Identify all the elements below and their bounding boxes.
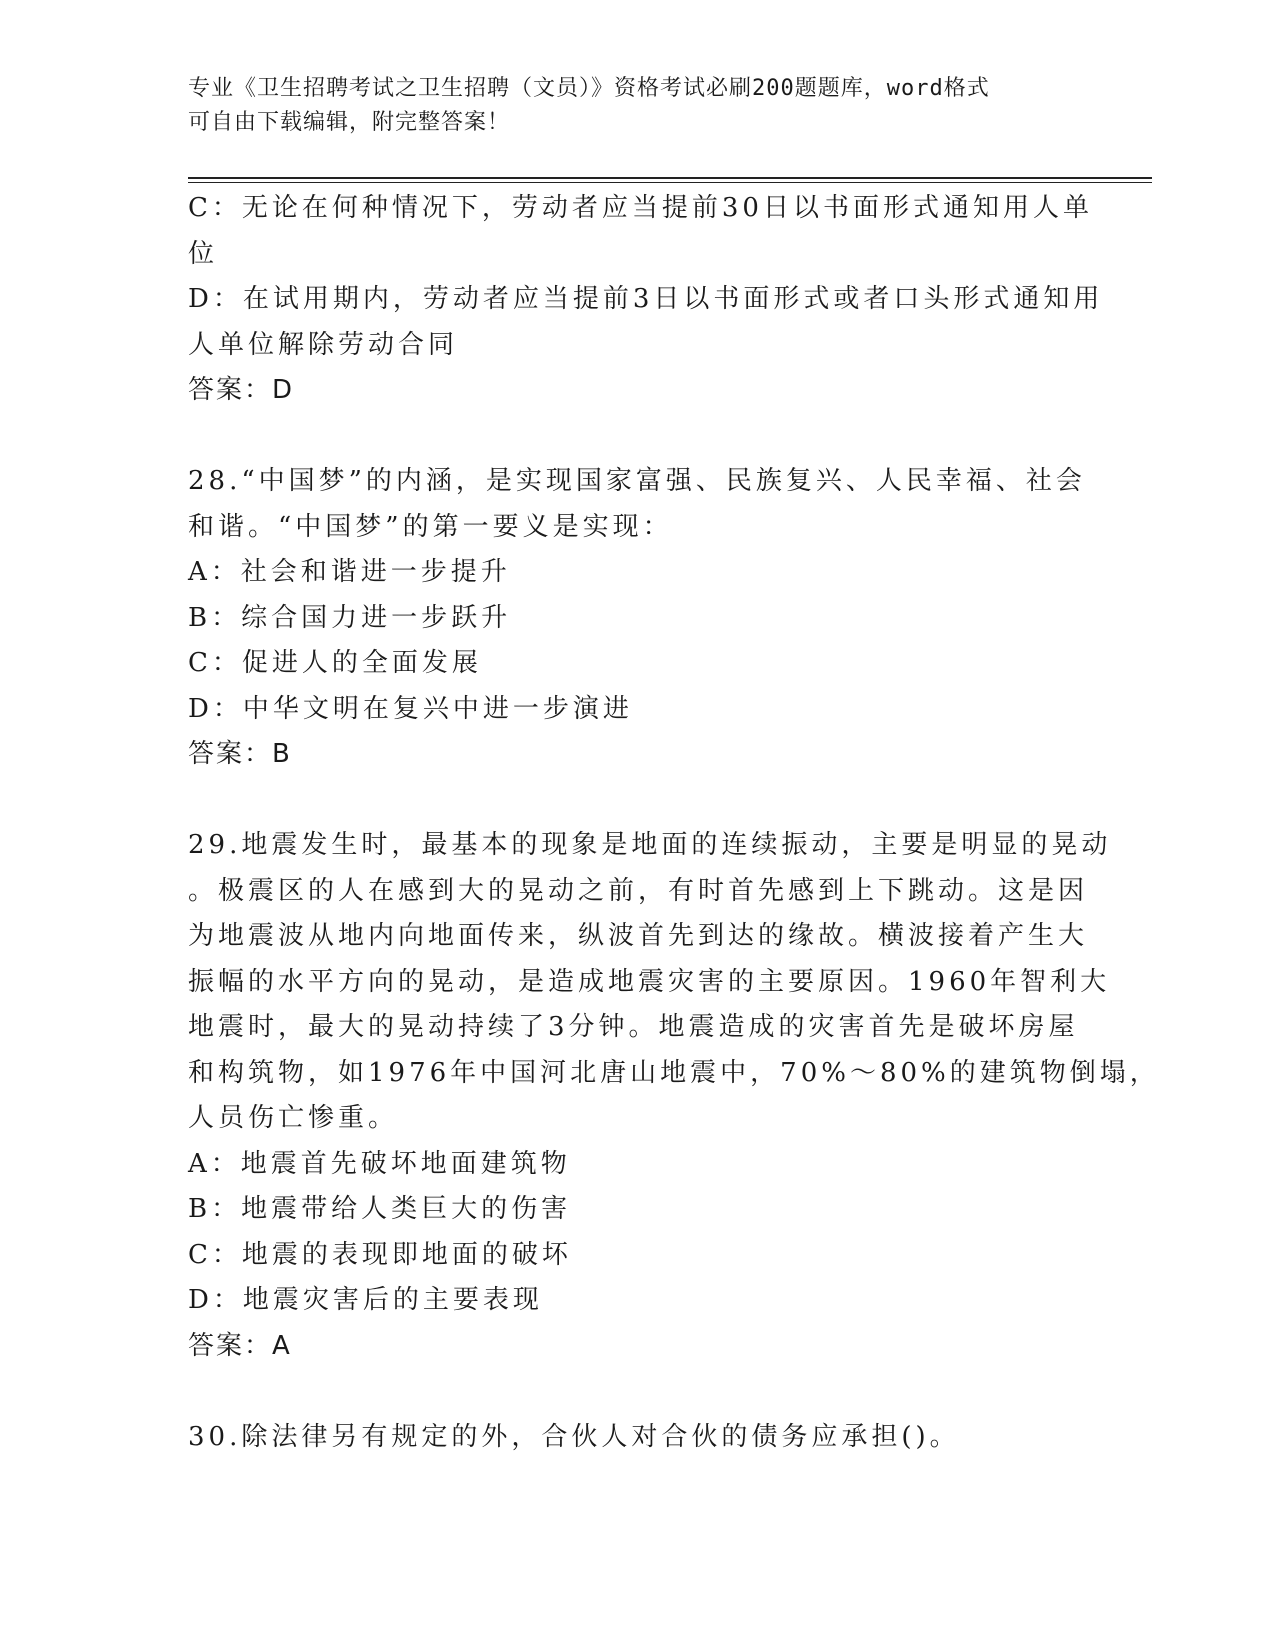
q29-stem-5: 地震时，最大的晃动持续了3分钟。地震造成的灾害首先是破坏房屋 bbox=[188, 1012, 1079, 1042]
q27-option-d: D：在试用期内，劳动者应当提前3日以书面形式或者口头形式通知用 bbox=[188, 284, 1104, 314]
q29-stem-1: 29.地震发生时，最基本的现象是地面的连续振动，主要是明显的晃动 bbox=[188, 830, 1112, 860]
q27-option-c-cont: 位 bbox=[188, 238, 219, 269]
q30-stem: 30.除法律另有规定的外，合伙人对合伙的债务应承担()。 bbox=[188, 1421, 960, 1452]
q29-stem-3: 为地震波从地内向地面传来，纵波首先到达的缘故。横波接着产生大 bbox=[188, 921, 1089, 951]
header-divider bbox=[188, 177, 1152, 183]
q28-stem-cont: 和谐。“中国梦”的第一要义是实现： bbox=[188, 511, 673, 542]
question-28-block bbox=[188, 459, 1086, 778]
q28-option-c: C：促进人的全面发展 bbox=[188, 648, 482, 678]
q27-answer: 答案：D bbox=[188, 375, 295, 405]
question-content bbox=[188, 186, 1160, 1460]
q29-stem-2: 。极震区的人在感到大的晃动之前，有时首先感到上下跳动。这是因 bbox=[188, 875, 1089, 906]
q29-stem-7: 人员伤亡惨重。 bbox=[188, 1103, 399, 1133]
q28-stem: 28.“中国梦”的内涵，是实现国家富强、民族复兴、人民幸福、社会 bbox=[188, 466, 1086, 496]
question-30-block bbox=[188, 1415, 1078, 1461]
header-title-line-2: 可自由下载编辑，附完整答案！ bbox=[188, 110, 511, 135]
header-title-line-1: 专业《卫生招聘考试之卫生招聘（文员）》资格考试必刷200题题库，word格式 bbox=[188, 76, 990, 101]
spacer bbox=[188, 1369, 1078, 1415]
spacer bbox=[188, 778, 1078, 824]
q29-option-a: A：地震首先破坏地面建筑物 bbox=[188, 1148, 571, 1179]
q29-option-c: C：地震的表现即地面的破坏 bbox=[188, 1239, 572, 1270]
page-header bbox=[188, 72, 1088, 140]
q29-option-d: D：地震灾害后的主要表现 bbox=[188, 1285, 543, 1315]
q28-option-d: D：中华文明在复兴中进一步演进 bbox=[188, 693, 633, 724]
q29-answer: 答案：A bbox=[188, 1330, 292, 1361]
q28-option-a: A：社会和谐进一步提升 bbox=[188, 557, 511, 587]
q29-stem-4: 振幅的水平方向的晃动，是造成地震灾害的主要原因。1960年智利大 bbox=[188, 966, 1111, 997]
spacer bbox=[188, 414, 1078, 460]
question-29-block bbox=[188, 823, 1160, 1369]
q29-option-b: B：地震带给人类巨大的伤害 bbox=[188, 1194, 572, 1224]
q27-option-d-cont: 人单位解除劳动合同 bbox=[188, 329, 459, 360]
q28-option-b: B：综合国力进一步跃升 bbox=[188, 602, 512, 633]
q28-answer: 答案：B bbox=[188, 739, 292, 769]
q29-stem-6: 和构筑物，如1976年中国河北唐山地震中，70%～80%的建筑物倒塌， bbox=[188, 1057, 1160, 1088]
q27-option-c: C：无论在何种情况下，劳动者应当提前30日以书面形式通知用人单 bbox=[188, 193, 1093, 223]
question-27-block bbox=[188, 186, 1104, 414]
